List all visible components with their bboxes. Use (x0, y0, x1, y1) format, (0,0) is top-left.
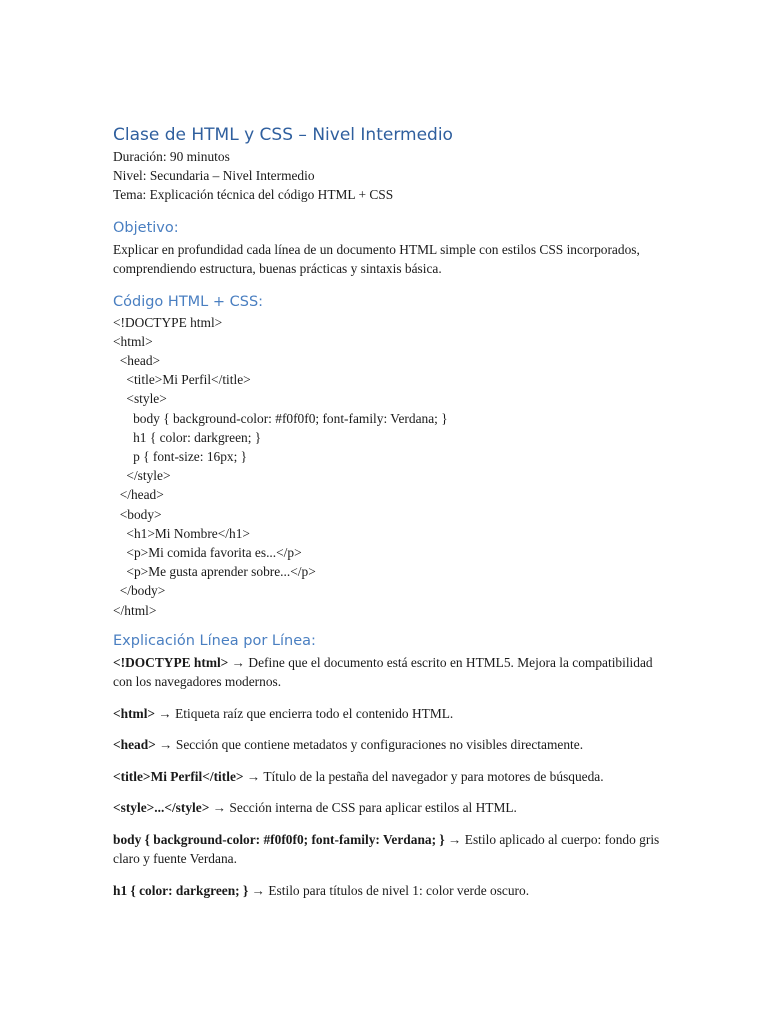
explanation-item (113, 653, 673, 692)
code-block (113, 313, 673, 620)
explanation-item (113, 704, 673, 724)
explanation-desc: → Etiqueta raíz que encierra todo el contenido HTML. (155, 705, 454, 721)
code-line: <title>Mi Perfil</title> (113, 372, 251, 388)
code-line: </head> (113, 487, 164, 503)
meta-topic: Tema: Explicación técnica del código HTML + CSS (113, 187, 394, 203)
meta-level: Nivel: Secundaria – Nivel Intermedio (113, 168, 315, 184)
explanation-heading: Explicación Línea por Línea: (113, 632, 316, 649)
explanation-item (113, 881, 673, 901)
explanation-term: <!DOCTYPE html> (113, 654, 229, 670)
code-line: <style> (113, 391, 167, 407)
explanation-term: <html> (113, 705, 156, 721)
code-line: <!DOCTYPE html> (113, 314, 223, 330)
explanation-term: h1 { color: darkgreen; } (113, 882, 249, 898)
explanation-term: <title>Mi Perfil</title> (113, 768, 244, 784)
code-line: <h1>Mi Nombre</h1> (113, 525, 250, 541)
code-line: body { background-color: #f0f0f0; font-family: Verdana; } (113, 410, 448, 426)
code-line: </html> (113, 602, 157, 618)
document-title: Clase de HTML y CSS – Nivel Intermedio (113, 125, 453, 145)
explanation-desc: → Título de la pestaña del navegador y para motores de búsqueda. (243, 768, 604, 784)
explanation-desc: → Sección interna de CSS para aplicar estilos al HTML. (209, 800, 517, 816)
explanation-term: <style>...</style> (113, 800, 210, 816)
explanation-desc: → Estilo aplicado al cuerpo: fondo gris claro y fuente Verdana. (113, 831, 660, 867)
code-line: h1 { color: darkgreen; } (113, 429, 262, 445)
explanation-item (113, 735, 673, 755)
meta-block (113, 147, 673, 205)
explanation-item (113, 798, 673, 818)
code-line: </style> (113, 468, 171, 484)
code-line: <p>Mi comida favorita es...</p> (113, 545, 302, 561)
code-line: <p>Me gusta aprender sobre...</p> (113, 564, 316, 580)
objective-text: Explicar en profundidad cada línea de un documento HTML simple con estilos CSS incorporados, comprendiendo estructura, buenas prácticas y sintaxis básica. (113, 241, 640, 277)
explanation-term: <head> (113, 737, 156, 753)
code-line: </body> (113, 583, 166, 599)
objective-heading: Objetivo: (113, 219, 179, 236)
document-page (113, 124, 673, 900)
explanation-item (113, 830, 673, 869)
code-line: <body> (113, 506, 162, 522)
code-line: <head> (113, 353, 161, 369)
meta-duration: Duración: 90 minutos (113, 149, 230, 164)
explanation-item (113, 767, 673, 787)
code-line: p { font-size: 16px; } (113, 449, 248, 465)
code-heading: Código HTML + CSS: (113, 293, 264, 310)
code-line: <html> (113, 333, 153, 349)
explanation-term: body { background-color: #f0f0f0; font-family: Verdana; } (113, 831, 445, 847)
explanation-desc: → Estilo para títulos de nivel 1: color verde oscuro. (248, 882, 530, 898)
explanation-desc: → Sección que contiene metadatos y configuraciones no visibles directamente. (155, 737, 584, 753)
explanation-desc: → Define que el documento está escrito en HTML5. Mejora la compatibilidad con los navegadores modernos. (113, 654, 653, 690)
